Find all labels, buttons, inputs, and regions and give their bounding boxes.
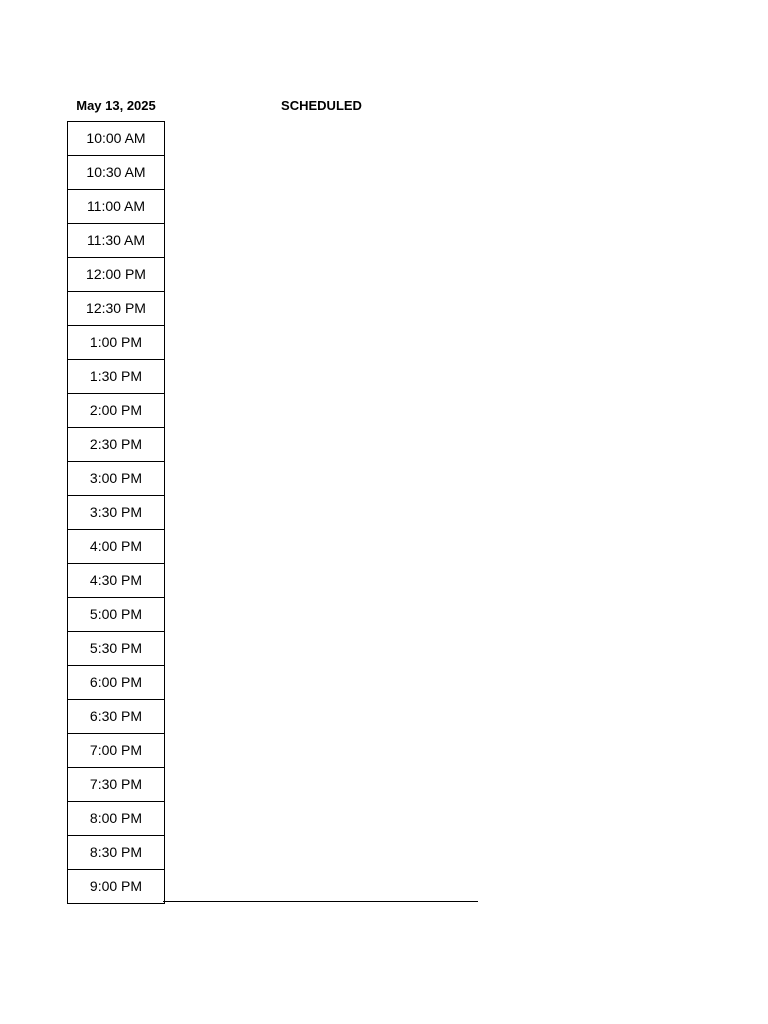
time-slot-cell[interactable]: 6:30 PM	[68, 700, 164, 734]
time-slot-cell[interactable]: 6:00 PM	[68, 666, 164, 700]
scheduled-column-bottom-rule	[163, 901, 478, 902]
time-slot-cell[interactable]: 10:30 AM	[68, 156, 164, 190]
time-slot-cell[interactable]: 12:00 PM	[68, 258, 164, 292]
time-slot-cell[interactable]: 1:00 PM	[68, 326, 164, 360]
time-slot-cell[interactable]: 3:30 PM	[68, 496, 164, 530]
time-slot-cell[interactable]: 4:00 PM	[68, 530, 164, 564]
time-slot-cell[interactable]: 7:30 PM	[68, 768, 164, 802]
time-slot-cell[interactable]: 7:00 PM	[68, 734, 164, 768]
time-slot-cell[interactable]: 1:30 PM	[68, 360, 164, 394]
time-slot-cell[interactable]: 4:30 PM	[68, 564, 164, 598]
time-slot-cell[interactable]: 8:30 PM	[68, 836, 164, 870]
time-slot-cell[interactable]: 5:00 PM	[68, 598, 164, 632]
time-slot-cell[interactable]: 3:00 PM	[68, 462, 164, 496]
time-slot-cell[interactable]: 12:30 PM	[68, 292, 164, 326]
time-slot-cell[interactable]: 11:00 AM	[68, 190, 164, 224]
time-slot-cell[interactable]: 10:00 AM	[68, 122, 164, 156]
time-slot-cell[interactable]: 11:30 AM	[68, 224, 164, 258]
time-slot-cell[interactable]: 9:00 PM	[68, 870, 164, 904]
time-slot-cell[interactable]: 2:30 PM	[68, 428, 164, 462]
time-slot-column	[67, 121, 165, 904]
scheduled-column-header: SCHEDULED	[281, 98, 362, 113]
schedule-date: May 13, 2025	[76, 98, 156, 113]
time-slot-cell[interactable]: 2:00 PM	[68, 394, 164, 428]
time-slot-cell[interactable]: 8:00 PM	[68, 802, 164, 836]
time-slot-cell[interactable]: 5:30 PM	[68, 632, 164, 666]
